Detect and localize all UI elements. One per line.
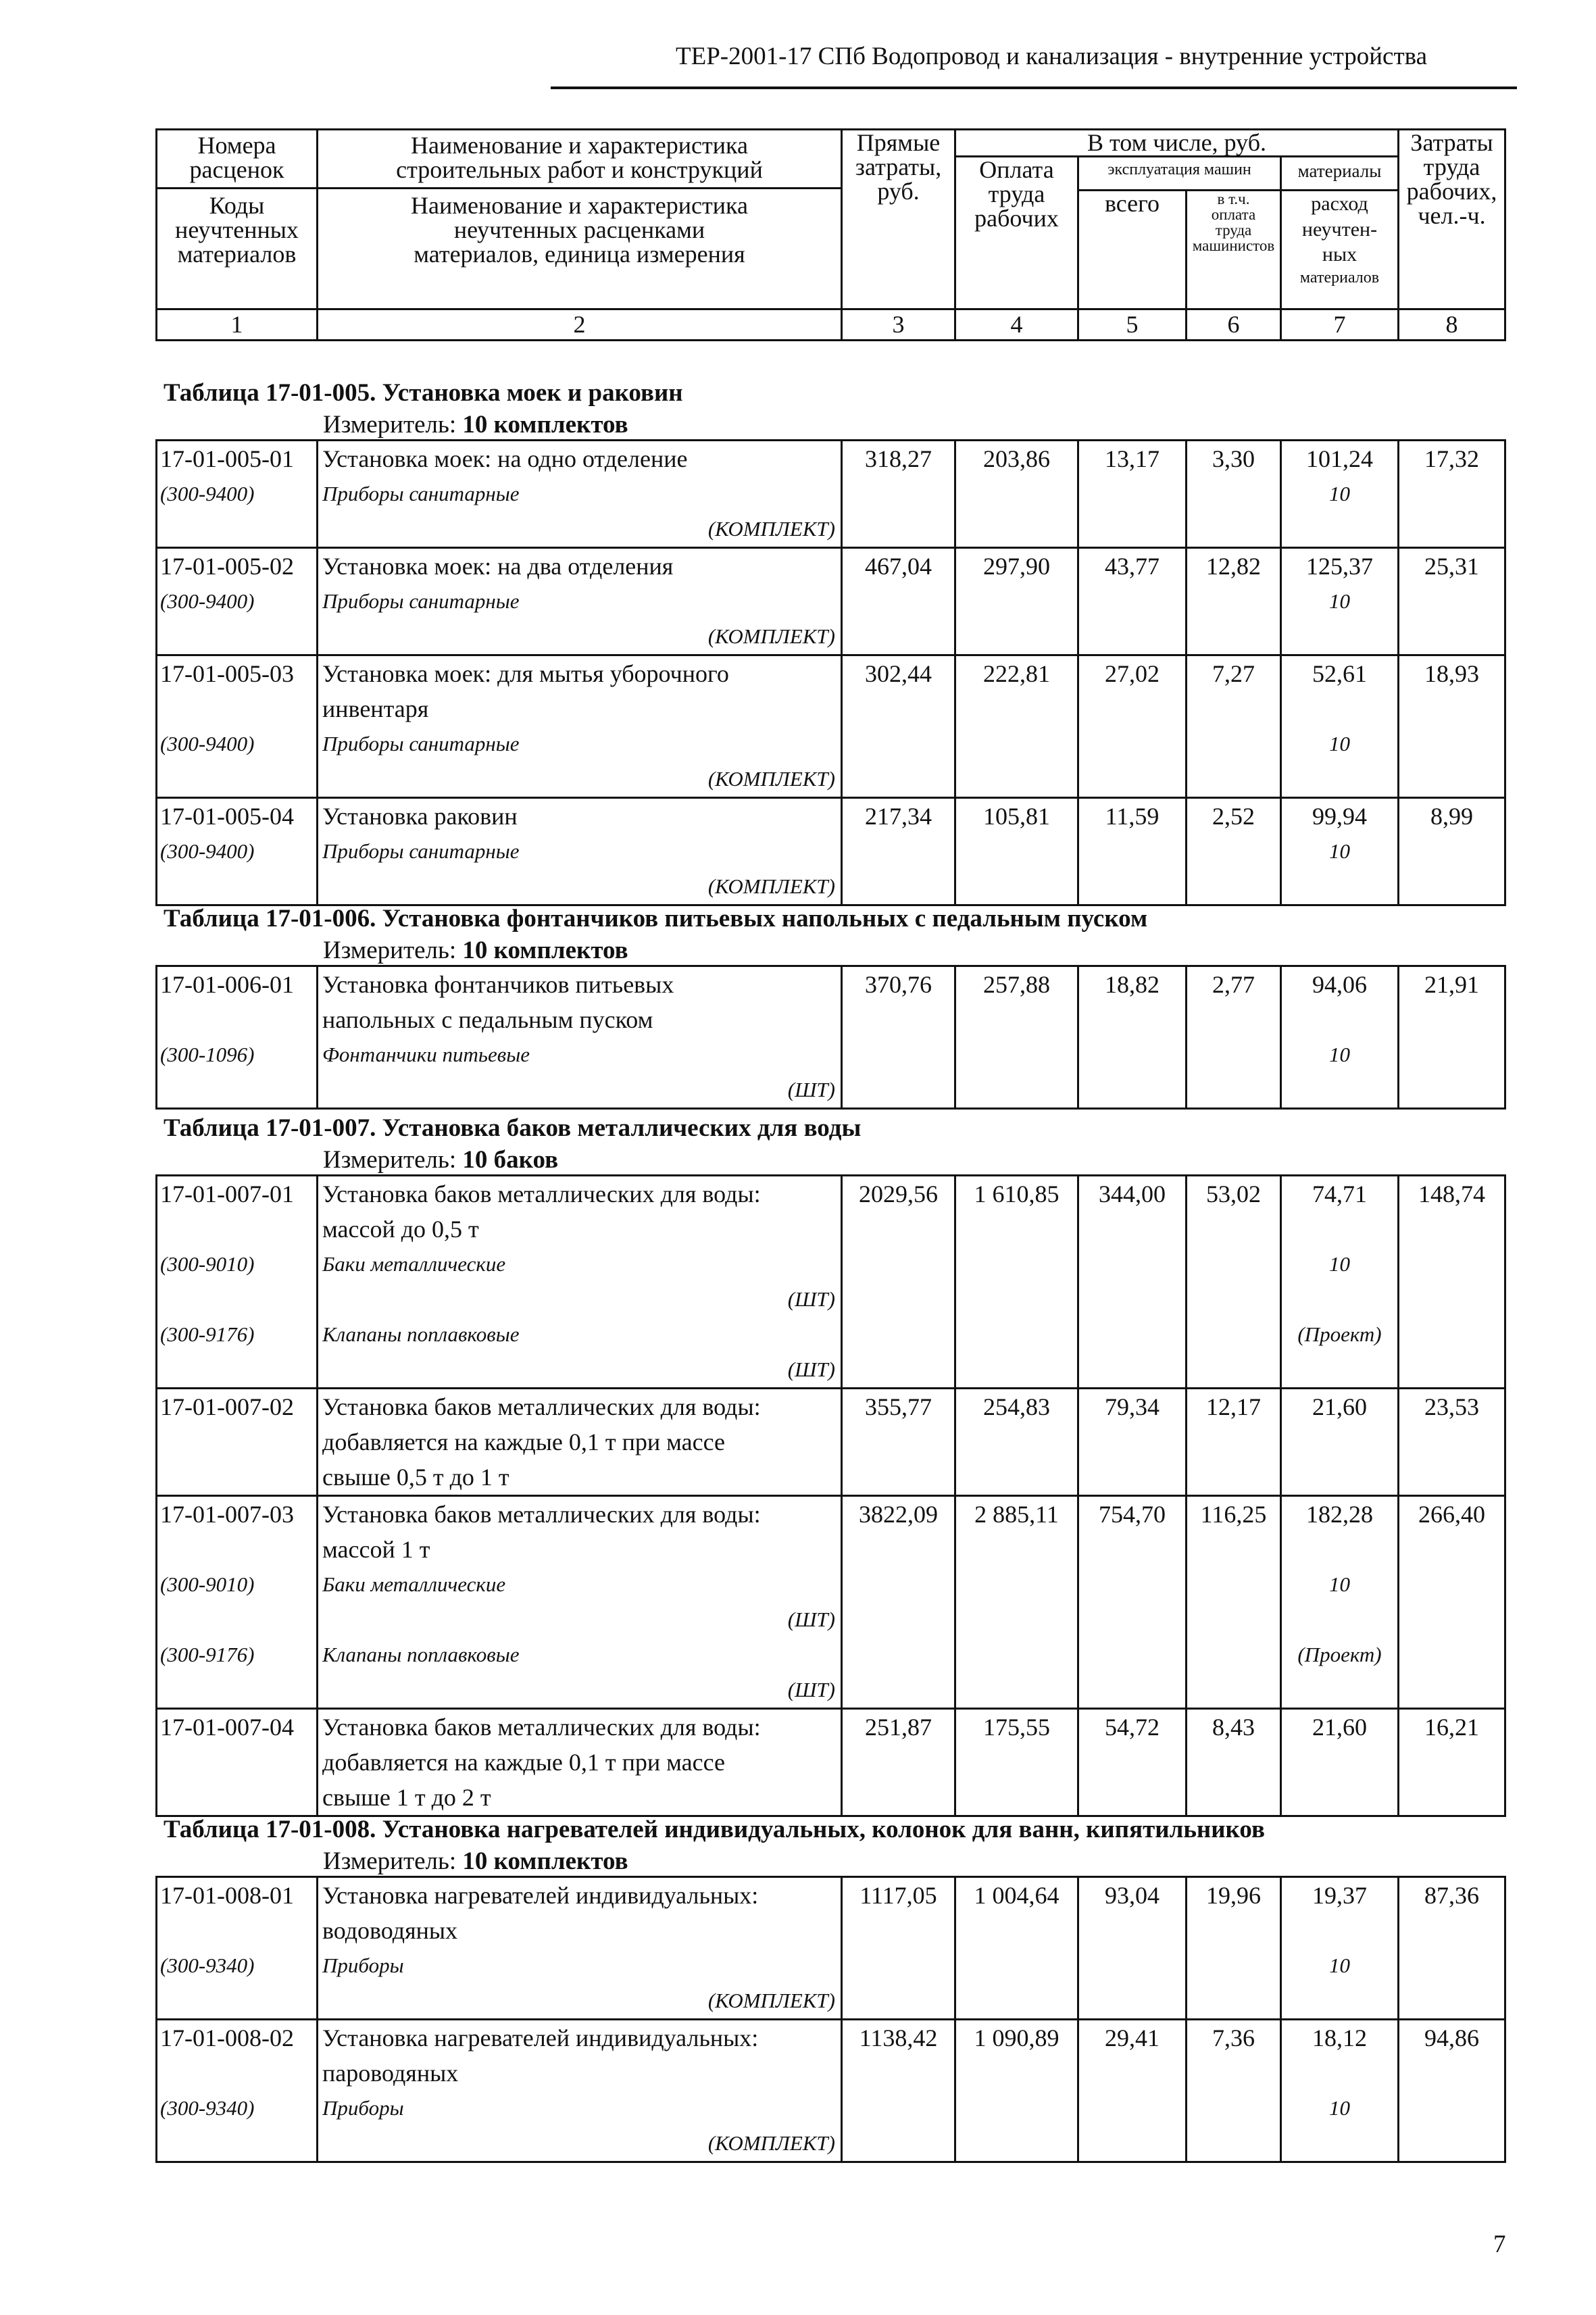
value-labor: 254,83 [983, 1393, 1050, 1420]
value-labor: 257,88 [983, 971, 1050, 998]
col8-header: Затраты труда рабочих, чел.-ч. [1399, 130, 1505, 309]
material-qty: 10 [1329, 1572, 1350, 1596]
cell-hours [1399, 798, 1505, 905]
value-operators: 2,52 [1212, 803, 1255, 830]
value-operators: 3,30 [1212, 445, 1255, 472]
cell-operators [1187, 1709, 1281, 1816]
col3-header: Прямые затраты, руб. [842, 130, 955, 309]
material-unit: (КОМПЛЕКТ) [707, 767, 835, 791]
material-qty: 10 [1329, 1252, 1350, 1276]
rate-code: 17-01-005-01 [160, 445, 294, 472]
material-name: Клапаны поплавковые [322, 1643, 520, 1666]
rate-name-line: Установка баков металлических для воды: [322, 1180, 761, 1208]
colnum-2: 2 [318, 309, 842, 341]
value-operators: 7,27 [1212, 660, 1255, 687]
header-rule [551, 86, 1517, 89]
value-machines: 29,41 [1105, 2024, 1159, 2051]
value-direct: 3822,09 [859, 1501, 938, 1528]
value-machines: 754,70 [1099, 1501, 1166, 1528]
cell-operators [1187, 548, 1281, 655]
value-machines: 93,04 [1105, 1882, 1159, 1909]
measure-line [323, 1847, 628, 1876]
value-direct: 2029,56 [859, 1180, 938, 1208]
cell-machines [1078, 2020, 1187, 2162]
value-materials: 74,71 [1312, 1180, 1367, 1208]
material-qty: 10 [1329, 589, 1350, 613]
cell-hours [1399, 1176, 1505, 1389]
materials-header: материалы [1281, 157, 1399, 191]
rate-name-cell [318, 655, 842, 798]
value-labor: 1 090,89 [974, 2024, 1059, 2051]
cell-labor [955, 1877, 1078, 2020]
value-labor: 1 004,64 [974, 1882, 1059, 1909]
material-name: Приборы санитарные [322, 732, 520, 755]
rate-code: 17-01-005-04 [160, 803, 294, 830]
rate-name-line: Установка моек: для мытья уборочного [322, 660, 729, 687]
material-name: Фонтанчики питьевые [322, 1043, 530, 1066]
machines-header: эксплуатация машин [1078, 157, 1281, 191]
cell-direct [842, 1709, 955, 1816]
cell-machines [1078, 441, 1187, 548]
material-name: Приборы санитарные [322, 589, 520, 613]
cell-operators [1187, 441, 1281, 548]
value-direct: 467,04 [865, 553, 932, 580]
material-unit: (ШТ) [787, 1678, 835, 1701]
value-operators: 116,25 [1200, 1501, 1267, 1528]
value-machines: 13,17 [1105, 445, 1159, 472]
value-operators: 12,82 [1206, 553, 1261, 580]
cell-materials [1281, 548, 1399, 655]
col1-header: Номера расценок Коды неучтенных материалов [157, 130, 318, 309]
column-header-table [155, 128, 1506, 341]
cell-materials [1281, 1389, 1399, 1496]
rate-name-cell [318, 966, 842, 1109]
cell-labor [955, 2020, 1078, 2162]
table-caption: Таблица 17-01-008. Установка нагревателей индивидуальных, колонок для ванн, кипятильников [164, 1816, 1265, 1843]
rate-code: 17-01-007-01 [160, 1180, 294, 1208]
material-name: Приборы санитарные [322, 839, 520, 863]
rate-name-line: Установка баков металлических для воды: [322, 1393, 761, 1420]
rate-code-cell [157, 1496, 318, 1709]
rate-name-line: напольных с педальным пуском [322, 1006, 653, 1033]
value-materials: 52,61 [1312, 660, 1367, 687]
rate-name-line: Установка моек: на два отделения [322, 553, 674, 580]
value-hours: 25,31 [1424, 553, 1479, 580]
material-qty: 10 [1329, 2096, 1350, 2120]
rates-table [155, 965, 1506, 1110]
value-machines: 54,72 [1105, 1714, 1159, 1741]
rate-code-cell [157, 1176, 318, 1389]
rate-code: 17-01-005-02 [160, 553, 294, 580]
material-unit: (КОМПЛЕКТ) [707, 874, 835, 898]
col5-header: всего [1078, 191, 1187, 309]
cell-hours [1399, 441, 1505, 548]
cell-direct [842, 655, 955, 798]
material-qty: 10 [1329, 1953, 1350, 1977]
material-unit: (ШТ) [787, 1358, 835, 1381]
colnum-4: 4 [955, 309, 1078, 341]
cell-direct [842, 798, 955, 905]
value-labor: 297,90 [983, 553, 1050, 580]
rate-name-line: водоводяных [322, 1917, 458, 1944]
cell-hours [1399, 966, 1505, 1109]
value-operators: 19,96 [1206, 1882, 1261, 1909]
cell-labor [955, 1496, 1078, 1709]
cell-direct [842, 1877, 955, 2020]
cell-labor [955, 1709, 1078, 1816]
value-materials: 94,06 [1312, 971, 1367, 998]
cell-machines [1078, 1496, 1187, 1709]
cell-labor [955, 548, 1078, 655]
value-labor: 2 885,11 [974, 1501, 1059, 1528]
value-machines: 11,59 [1105, 803, 1159, 830]
cell-hours [1399, 655, 1505, 798]
cell-direct [842, 441, 955, 548]
measure-label: Измеритель: [323, 1847, 457, 1875]
cell-machines [1078, 1877, 1187, 2020]
measure-value: 10 комплектов [462, 411, 628, 439]
value-hours: 148,74 [1418, 1180, 1485, 1208]
cell-operators [1187, 798, 1281, 905]
page-header-title: ТЕР-2001-17 СПб Водопровод и канализация - внутренние устройства [676, 43, 1428, 70]
cell-operators [1187, 1389, 1281, 1496]
value-hours: 266,40 [1418, 1501, 1485, 1528]
cell-hours [1399, 1389, 1505, 1496]
cell-direct [842, 2020, 955, 2162]
value-hours: 8,99 [1430, 803, 1473, 830]
rate-code-cell [157, 1877, 318, 2020]
measure-value: 10 комплектов [462, 937, 628, 964]
rate-name-line: Установка баков металлических для воды: [322, 1714, 761, 1741]
rate-name-line: инвентаря [322, 695, 429, 722]
cell-materials [1281, 441, 1399, 548]
value-hours: 94,86 [1424, 2024, 1479, 2051]
value-hours: 16,21 [1424, 1714, 1479, 1741]
colnum-5: 5 [1078, 309, 1187, 341]
material-code: (300-9400) [160, 839, 255, 863]
cell-hours [1399, 1877, 1505, 2020]
cell-labor [955, 1389, 1078, 1496]
rate-name-line: добавляется на каждые 0,1 т при массе [322, 1428, 726, 1455]
material-name: Приборы [322, 2096, 404, 2120]
cell-materials [1281, 798, 1399, 905]
table-row [157, 1496, 1505, 1709]
rate-code: 17-01-007-03 [160, 1501, 294, 1528]
table-row [157, 441, 1505, 548]
cell-labor [955, 1176, 1078, 1389]
table-row [157, 966, 1505, 1109]
material-code: (300-9400) [160, 589, 255, 613]
material-code: (300-9400) [160, 482, 255, 505]
cell-materials [1281, 1176, 1399, 1389]
value-direct: 318,27 [865, 445, 932, 472]
material-unit: (ШТ) [787, 1608, 835, 1631]
cell-hours [1399, 1709, 1505, 1816]
rate-name-line: Установка нагревателей индивидуальных: [322, 1882, 759, 1909]
value-hours: 21,91 [1424, 971, 1479, 998]
value-hours: 17,32 [1424, 445, 1479, 472]
value-materials: 18,12 [1312, 2024, 1367, 2051]
material-code: (300-9010) [160, 1572, 255, 1596]
rate-code: 17-01-005-03 [160, 660, 294, 687]
measure-line [323, 936, 628, 965]
rate-code: 17-01-007-04 [160, 1714, 294, 1741]
rate-name-cell [318, 1877, 842, 2020]
value-machines: 344,00 [1099, 1180, 1166, 1208]
value-materials: 182,28 [1306, 1501, 1373, 1528]
value-materials: 101,24 [1306, 445, 1373, 472]
rate-name-cell [318, 1176, 842, 1389]
value-direct: 251,87 [865, 1714, 932, 1741]
value-materials: 99,94 [1312, 803, 1367, 830]
col2-header: Наименование и характеристика строительных работ и конструкций Наименование и характеристика неучтенных расценками материалов, единица измерения [318, 130, 842, 309]
material-name: Клапаны поплавковые [322, 1322, 520, 1346]
value-operators: 2,77 [1212, 971, 1255, 998]
measure-label: Измеритель: [323, 411, 457, 439]
table-row [157, 798, 1505, 905]
value-direct: 1117,05 [859, 1882, 937, 1909]
value-direct: 302,44 [865, 660, 932, 687]
table-row [157, 1877, 1505, 2020]
value-direct: 1138,42 [859, 2024, 938, 2051]
rate-code: 17-01-008-02 [160, 2024, 294, 2051]
measure-value: 10 комплектов [462, 1847, 628, 1875]
rate-name-cell [318, 1496, 842, 1709]
cell-labor [955, 655, 1078, 798]
rate-code-cell [157, 966, 318, 1109]
value-hours: 18,93 [1424, 660, 1479, 687]
value-labor: 105,81 [983, 803, 1050, 830]
incl-header: В том числе, руб. [955, 130, 1399, 157]
table-row [157, 548, 1505, 655]
cell-materials [1281, 1709, 1399, 1816]
rate-name-line: свыше 1 т до 2 т [322, 1784, 491, 1811]
col7-header: расход неучтен- ных материалов [1281, 191, 1399, 309]
cell-direct [842, 1496, 955, 1709]
table-row [157, 1389, 1505, 1496]
material-unit: (ШТ) [787, 1078, 835, 1101]
cell-materials [1281, 2020, 1399, 2162]
page-number: 7 [1493, 2231, 1506, 2258]
value-operators: 53,02 [1206, 1180, 1261, 1208]
measure-value: 10 баков [462, 1146, 559, 1174]
rate-code-cell [157, 2020, 318, 2162]
rate-code: 17-01-006-01 [160, 971, 294, 998]
cell-materials [1281, 655, 1399, 798]
value-direct: 370,76 [865, 971, 932, 998]
value-labor: 175,55 [983, 1714, 1050, 1741]
rates-table [155, 1876, 1506, 2163]
cell-labor [955, 966, 1078, 1109]
cell-operators [1187, 1877, 1281, 2020]
material-code: (300-9176) [160, 1322, 255, 1346]
cell-labor [955, 441, 1078, 548]
rate-code-cell [157, 655, 318, 798]
table-caption: Таблица 17-01-005. Установка моек и раковин [164, 379, 683, 407]
material-unit: (КОМПЛЕКТ) [707, 517, 835, 541]
value-hours: 23,53 [1424, 1393, 1479, 1420]
value-machines: 79,34 [1105, 1393, 1159, 1420]
table-row [157, 655, 1505, 798]
material-qty: 10 [1329, 482, 1350, 505]
cell-direct [842, 1389, 955, 1496]
value-machines: 43,77 [1105, 553, 1159, 580]
value-materials: 21,60 [1312, 1393, 1367, 1420]
col6-header: в т.ч. оплата труда машинистов [1187, 191, 1281, 309]
material-unit: (КОМПЛЕКТ) [707, 1989, 835, 2012]
table-row [157, 2020, 1505, 2162]
material-code: (300-9176) [160, 1643, 255, 1666]
cell-hours [1399, 1496, 1505, 1709]
table-row [157, 1176, 1505, 1389]
cell-machines [1078, 1389, 1187, 1496]
rate-code-cell [157, 798, 318, 905]
value-machines: 27,02 [1105, 660, 1159, 687]
cell-machines [1078, 798, 1187, 905]
cell-operators [1187, 2020, 1281, 2162]
measure-line [323, 1145, 558, 1174]
rate-name-cell [318, 2020, 842, 2162]
rate-name-line: Установка нагревателей индивидуальных: [322, 2024, 759, 2051]
measure-label: Измеритель: [323, 1146, 457, 1174]
rate-name-line: пароводяных [322, 2060, 459, 2087]
rate-name-line: массой 1 т [322, 1536, 430, 1563]
rate-code-cell [157, 441, 318, 548]
value-materials: 21,60 [1312, 1714, 1367, 1741]
value-labor: 1 610,85 [974, 1180, 1059, 1208]
measure-label: Измеритель: [323, 937, 457, 964]
rate-name-line: свыше 0,5 т до 1 т [322, 1464, 509, 1491]
rate-name-line: добавляется на каждые 0,1 т при массе [322, 1749, 726, 1776]
cell-machines [1078, 655, 1187, 798]
rate-code: 17-01-008-01 [160, 1882, 294, 1909]
rate-code-cell [157, 1389, 318, 1496]
colnum-8: 8 [1399, 309, 1505, 341]
material-qty: 10 [1329, 839, 1350, 863]
value-operators: 8,43 [1212, 1714, 1255, 1741]
rate-name-line: массой до 0,5 т [322, 1216, 479, 1243]
colnum-3: 3 [842, 309, 955, 341]
colnum-1: 1 [157, 309, 318, 341]
rate-name-cell [318, 548, 842, 655]
material-unit: (ШТ) [787, 1287, 835, 1311]
material-qty: (Проект) [1297, 1643, 1382, 1666]
cell-hours [1399, 2020, 1505, 2162]
value-operators: 12,17 [1206, 1393, 1261, 1420]
cell-machines [1078, 1176, 1187, 1389]
material-name: Баки металлические [322, 1572, 506, 1596]
rate-name-cell [318, 1709, 842, 1816]
material-qty: 10 [1329, 1043, 1350, 1066]
material-code: (300-9340) [160, 2096, 255, 2120]
table-caption: Таблица 17-01-006. Установка фонтанчиков питьевых напольных с педальным пуском [164, 905, 1148, 932]
material-qty: (Проект) [1297, 1322, 1382, 1346]
material-name: Баки металлические [322, 1252, 506, 1276]
cell-materials [1281, 1496, 1399, 1709]
cell-machines [1078, 966, 1187, 1109]
cell-direct [842, 548, 955, 655]
material-unit: (КОМПЛЕКТ) [707, 624, 835, 648]
rate-name-line: Установка моек: на одно отделение [322, 445, 688, 472]
cell-machines [1078, 1709, 1187, 1816]
value-operators: 7,36 [1212, 2024, 1255, 2051]
colnum-7: 7 [1281, 309, 1399, 341]
cell-direct [842, 966, 955, 1109]
material-name: Приборы санитарные [322, 482, 520, 505]
material-unit: (КОМПЛЕКТ) [707, 2131, 835, 2155]
rate-name-line: Установка раковин [322, 803, 518, 830]
value-hours: 87,36 [1424, 1882, 1479, 1909]
measure-line [323, 410, 628, 439]
rates-table [155, 439, 1506, 906]
material-code: (300-1096) [160, 1043, 255, 1066]
cell-materials [1281, 966, 1399, 1109]
value-direct: 355,77 [865, 1393, 932, 1420]
cell-hours [1399, 548, 1505, 655]
material-qty: 10 [1329, 732, 1350, 755]
cell-machines [1078, 548, 1187, 655]
cell-materials [1281, 1877, 1399, 2020]
table-row [157, 1709, 1505, 1816]
rate-name-cell [318, 1389, 842, 1496]
rate-code-cell [157, 1709, 318, 1816]
rate-name-line: Установка фонтанчиков питьевых [322, 971, 674, 998]
rate-code-cell [157, 548, 318, 655]
value-labor: 222,81 [983, 660, 1050, 687]
cell-operators [1187, 1496, 1281, 1709]
rate-code: 17-01-007-02 [160, 1393, 294, 1420]
material-code: (300-9340) [160, 1953, 255, 1977]
rate-name-cell [318, 798, 842, 905]
value-labor: 203,86 [983, 445, 1050, 472]
cell-operators [1187, 655, 1281, 798]
table-caption: Таблица 17-01-007. Установка баков металлических для воды [164, 1114, 862, 1142]
rate-name-line: Установка баков металлических для воды: [322, 1501, 761, 1528]
material-name: Приборы [322, 1953, 404, 1977]
material-code: (300-9400) [160, 732, 255, 755]
cell-direct [842, 1176, 955, 1389]
value-materials: 19,37 [1312, 1882, 1367, 1909]
rates-table [155, 1174, 1506, 1817]
rate-name-cell [318, 441, 842, 548]
value-direct: 217,34 [865, 803, 932, 830]
cell-labor [955, 798, 1078, 905]
colnum-6: 6 [1187, 309, 1281, 341]
cell-operators [1187, 966, 1281, 1109]
col4-header: Оплата труда рабочих [955, 157, 1078, 309]
cell-operators [1187, 1176, 1281, 1389]
value-materials: 125,37 [1306, 553, 1373, 580]
value-machines: 18,82 [1105, 971, 1159, 998]
material-code: (300-9010) [160, 1252, 255, 1276]
